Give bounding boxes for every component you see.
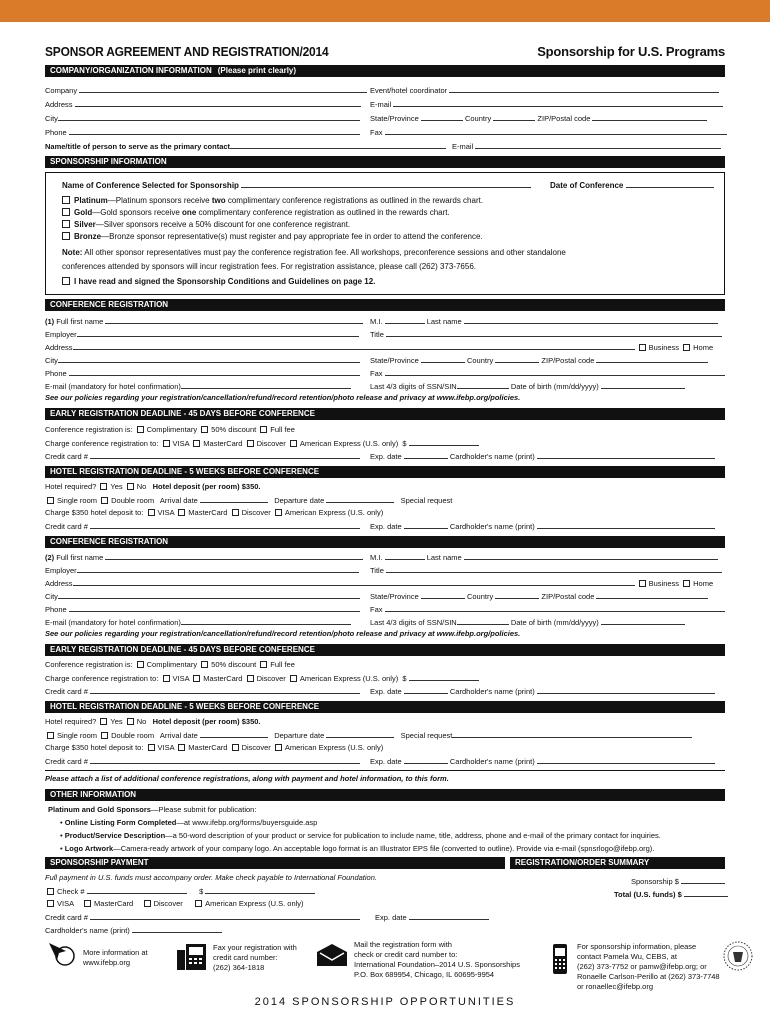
email-field[interactable]: E-mail [370, 99, 723, 110]
hotel-required[interactable]: Hotel required? Yes No Hotel deposit (per room) $350. [45, 717, 261, 726]
checkbox[interactable] [639, 580, 646, 587]
checkbox[interactable] [148, 744, 155, 751]
seal-icon [722, 940, 754, 972]
section-header-hotel-1: HOTEL REGISTRATION DEADLINE - 5 WEEKS BEFORE CONFERENCE [45, 466, 725, 478]
checkbox[interactable] [247, 675, 254, 682]
fax-info: Fax your registration with credit card number: (262) 364-1818 [213, 943, 297, 972]
platinum-option[interactable]: Platinum—Platinum sponsors receive two complimentary conference registrations as outlined in the rewards chart. [62, 196, 483, 206]
checkbox[interactable] [62, 220, 70, 228]
section-header-hotel-2: HOTEL REGISTRATION DEADLINE - 5 WEEKS BEFORE CONFERENCE [45, 701, 725, 713]
event-coordinator-field[interactable]: Event/hotel coordinator [370, 85, 719, 96]
checkbox[interactable] [100, 718, 107, 725]
phone-field[interactable]: Phone [45, 368, 360, 379]
address-field[interactable]: Address [45, 99, 361, 110]
checkbox[interactable] [290, 440, 297, 447]
checkbox[interactable] [193, 675, 200, 682]
charge-conf-reg[interactable]: Charge conference registration to: VISA MasterCard Discover American Express (U.S. only) $ [45, 673, 479, 684]
checkbox[interactable] [247, 440, 254, 447]
checkbox[interactable] [163, 440, 170, 447]
exp-holder-field[interactable]: Exp. date Cardholder's name (print) [370, 521, 715, 532]
payment-note: Full payment in U.S. funds must accompany order. Make check payable to International Foundation. [45, 873, 377, 882]
phone-icon [550, 942, 570, 976]
exp-holder-field[interactable]: Exp. date Cardholder's name (print) [370, 756, 715, 767]
credit-card-field[interactable]: Credit card # [45, 912, 360, 923]
conference-date-field[interactable]: Date of Conference [550, 180, 714, 191]
section-header-payment: SPONSORSHIP PAYMENT [45, 857, 505, 869]
policies-text: See our policies regarding your registration/cancellation/refund/record retention/photo release and privacy at www.ifebp.org/policies. [45, 629, 521, 638]
checkbox[interactable] [100, 483, 107, 490]
section-header-conf-reg-1: CONFERENCE REGISTRATION [45, 299, 725, 311]
mi-lastname-field[interactable]: M.I. Last name [370, 316, 718, 327]
summary-total[interactable]: Total (U.S. funds) $ [614, 889, 728, 900]
conf-reg-type[interactable]: Conference registration is: Complimentary 50% discount Full fee [45, 425, 295, 434]
summary-sponsorship[interactable]: Sponsorship $ [631, 876, 725, 887]
phone-field[interactable]: Phone [45, 604, 360, 615]
fax-field[interactable]: Fax [370, 127, 727, 138]
top-accent-bar [0, 0, 770, 22]
checkbox[interactable] [137, 426, 144, 433]
state-country-zip-field[interactable]: State/Province Country ZIP/Postal code [370, 591, 708, 602]
conference-name-field[interactable]: Name of Conference Selected for Sponsorship [62, 180, 531, 191]
sponsorship-contact-info: For sponsorship information, please contact Pamela Wu, CEBS, at (262) 373-7752 or pamw@ifebp.org; or Ronaelle Carlson-Perillo at (262) 373-7748 or ronaellec@ifebp.org [577, 942, 720, 991]
checkbox[interactable] [47, 497, 54, 504]
exp-holder-field[interactable]: Exp. date Cardholder's name (print) [370, 686, 715, 697]
state-country-zip-field[interactable]: State/Province Country ZIP/Postal code [370, 113, 707, 124]
phone-field[interactable]: Phone [45, 127, 360, 138]
checkbox[interactable] [260, 661, 267, 668]
bullet-online-listing: • Online Listing Form Completed—at www.ifebp.org/forms/buyersguide.asp [60, 818, 318, 827]
plat-gold-text: Platinum and Gold Sponsors—Please submit for publication: [48, 805, 257, 814]
check-field[interactable]: Check # $ [45, 886, 315, 897]
address-field[interactable]: Address Business Home [45, 579, 714, 588]
state-country-zip-field[interactable]: State/Province Country ZIP/Postal code [370, 355, 708, 366]
note-text-2: conferences attended by sponsors will incur registration fees. For registration assistance, please call (262) 373-7656. [62, 262, 476, 271]
first-name-field[interactable]: (1) Full first name [45, 316, 363, 327]
checkbox[interactable] [201, 426, 208, 433]
checkbox[interactable] [275, 509, 282, 516]
checkbox[interactable] [127, 483, 134, 490]
footer-title: 2014 SPONSORSHIP OPPORTUNITIES [254, 996, 516, 1008]
cardholder-field[interactable]: Cardholder's name (print) [45, 925, 222, 936]
bullet-logo: • Logo Artwork—Camera-ready artwork of your company logo. An acceptable logo format is an Illustrator EPS file (converted to outline). Provide via e-mail (spnsrlogo@ifebp.org). [60, 844, 655, 853]
checkbox[interactable] [232, 509, 239, 516]
checkbox[interactable] [137, 661, 144, 668]
checkbox[interactable] [148, 509, 155, 516]
section-header-other: OTHER INFORMATION [45, 789, 725, 801]
silver-option[interactable]: Silver—Silver sponsors receive a 50% discount for one conference registrant. [62, 220, 350, 230]
policies-text: See our policies regarding your registration/cancellation/refund/record retention/photo release and privacy at www.ifebp.org/policies. [45, 393, 521, 402]
credit-card-field[interactable]: Credit card # [45, 756, 360, 767]
checkbox[interactable] [683, 344, 690, 351]
bronze-option[interactable]: Bronze—Bronze sponsor representative(s) must register and pay appropriate fee in order to attend the conference. [62, 232, 483, 242]
checkbox[interactable] [62, 208, 70, 216]
conf-reg-type[interactable]: Conference registration is: Complimentary 50% discount Full fee [45, 660, 295, 669]
section-header-early-1: EARLY REGISTRATION DEADLINE - 45 DAYS BEFORE CONFERENCE [45, 408, 725, 420]
checkbox[interactable] [62, 196, 70, 204]
section-header-early-2: EARLY REGISTRATION DEADLINE - 45 DAYS BEFORE CONFERENCE [45, 644, 725, 656]
first-name-field[interactable]: (2) Full first name [45, 552, 363, 563]
ssn-dob-field[interactable]: Last 4/3 digits of SSN/SIN Date of birth (mm/dd/yyyy) [370, 381, 685, 392]
checkbox[interactable] [127, 718, 134, 725]
credit-card-field[interactable]: Credit card # [45, 451, 360, 462]
divider [45, 770, 725, 771]
checkbox[interactable] [47, 888, 54, 895]
section-header-sponsorship: SPONSORSHIP INFORMATION [45, 156, 725, 168]
room-type[interactable]: Single room Double room Arrival date Departure date Special request [45, 495, 700, 506]
section-header-conf-reg-2: CONFERENCE REGISTRATION [45, 536, 725, 548]
email-field[interactable]: E-mail (mandatory for hotel confirmation) [45, 617, 351, 628]
checkbox[interactable] [62, 277, 70, 285]
exp-field[interactable]: Exp. date [375, 912, 489, 923]
employer-field[interactable]: Employer [45, 565, 359, 576]
page-subtitle: Sponsorship for U.S. Programs [537, 44, 725, 59]
fax-field[interactable]: Fax [370, 604, 725, 615]
gold-option[interactable]: Gold—Gold sponsors receive one complimentary conference registration as outlined in the rewards chart. [62, 208, 450, 218]
bullet-product-desc: • Product/Service Description—a 50-word description of your product or service for publication to include name, title, address, phone and e-mail of the primary contact for inquiries. [60, 831, 661, 840]
credit-card-field[interactable]: Credit card # [45, 686, 360, 697]
address-field[interactable]: Address Business Home [45, 343, 714, 352]
checkbox[interactable] [193, 440, 200, 447]
mail-info: Mail the registration form with check or credit card number to: International Foundation–2014 U.S. Sponsorships P.O. Box 689954, Chicago, IL 60695-9954 [354, 940, 520, 979]
mi-lastname-field[interactable]: M.I. Last name [370, 552, 718, 563]
section-header-company: COMPANY/ORGANIZATION INFORMATION (Please print clearly) [45, 65, 725, 77]
more-info: More information at www.ifebp.org [83, 948, 148, 967]
city-field[interactable]: City [45, 113, 360, 124]
envelope-icon [315, 942, 349, 968]
checkbox[interactable] [163, 675, 170, 682]
charge-conf-reg[interactable]: Charge conference registration to: VISA MasterCard Discover American Express (U.S. only) $ [45, 438, 479, 449]
checkbox[interactable] [195, 900, 202, 907]
attach-note: Please attach a list of additional conference registrations, along with payment and hotel information, to this form. [45, 774, 449, 783]
title-field[interactable]: Title [370, 329, 722, 340]
email-field[interactable]: E-mail (mandatory for hotel confirmation) [45, 381, 351, 392]
checkbox[interactable] [47, 900, 54, 907]
cursor-icon [47, 940, 79, 968]
credit-card-field[interactable]: Credit card # [45, 521, 360, 532]
exp-holder-field[interactable]: Exp. date Cardholder's name (print) [370, 451, 715, 462]
page-title: SPONSOR AGREEMENT AND REGISTRATION/2014 [45, 44, 329, 59]
charge-hotel[interactable]: Charge $350 hotel deposit to: VISA MasterCard Discover American Express (U.S. only) [45, 508, 384, 517]
city-field[interactable]: City [45, 591, 360, 602]
checkbox[interactable] [275, 744, 282, 751]
charge-hotel[interactable]: Charge $350 hotel deposit to: VISA MasterCard Discover American Express (U.S. only) [45, 743, 384, 752]
checkbox[interactable] [178, 744, 185, 751]
checkbox[interactable] [201, 661, 208, 668]
city-field[interactable]: City [45, 355, 360, 366]
agree-checkbox[interactable]: I have read and signed the Sponsorship Conditions and Guidelines on page 12. [62, 277, 375, 287]
ssn-dob-field[interactable]: Last 4/3 digits of SSN/SIN Date of birth (mm/dd/yyyy) [370, 617, 685, 628]
company-field[interactable]: Company [45, 85, 367, 96]
note-text: Note: All other sponsor representatives must pay the conference registration fee. All workshops, preconference sessions and other standalone [62, 248, 566, 257]
checkbox[interactable] [290, 675, 297, 682]
checkbox[interactable] [639, 344, 646, 351]
employer-field[interactable]: Employer [45, 329, 359, 340]
hotel-required[interactable]: Hotel required? Yes No Hotel deposit (per room) $350. [45, 482, 261, 491]
checkbox[interactable] [101, 497, 108, 504]
room-type[interactable]: Single room Double room Arrival date Departure date Special request [45, 730, 692, 741]
checkbox[interactable] [47, 732, 54, 739]
section-header-summary: REGISTRATION/ORDER SUMMARY [510, 857, 725, 869]
checkbox[interactable] [683, 580, 690, 587]
checkbox[interactable] [232, 744, 239, 751]
fax-icon [175, 940, 209, 972]
checkbox[interactable] [84, 900, 91, 907]
checkbox[interactable] [178, 509, 185, 516]
checkbox[interactable] [101, 732, 108, 739]
fax-field[interactable]: Fax [370, 368, 725, 379]
title-field[interactable]: Title [370, 565, 722, 576]
checkbox[interactable] [144, 900, 151, 907]
checkbox[interactable] [260, 426, 267, 433]
checkbox[interactable] [62, 232, 70, 240]
payment-methods[interactable]: VISA MasterCard Discover American Express (U.S. only) [45, 899, 304, 909]
primary-contact-field[interactable]: Name/title of person to serve as the primary contact [45, 141, 446, 152]
contact-email-field[interactable]: E-mail [452, 141, 721, 152]
